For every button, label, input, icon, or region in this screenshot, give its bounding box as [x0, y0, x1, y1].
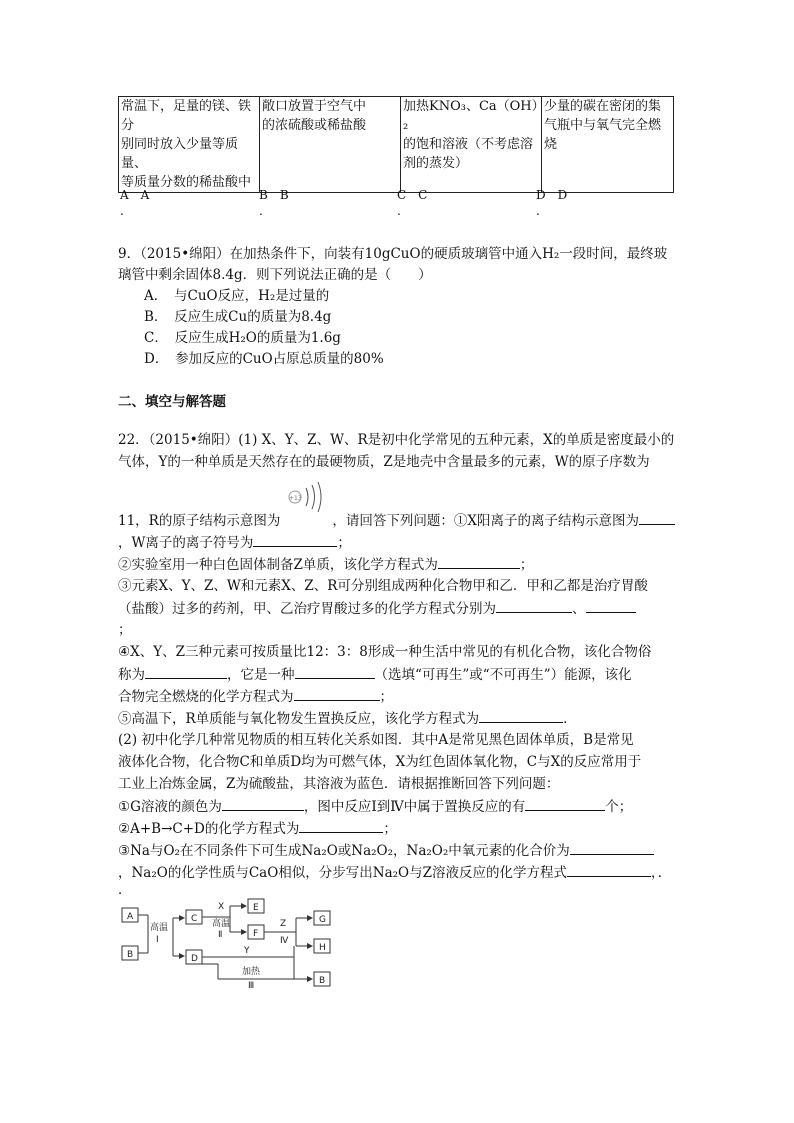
table-cell-c: 加热KNO₃、Ca（OH）₂ 的饱和溶液（不考虑溶 剂的蒸发）: [401, 97, 542, 193]
label-jiare: 加热: [242, 967, 261, 977]
q22-line: 11，R的原子结构示意图为 ，请回答下列问题：①X阳离子的离子结构示意图为: [118, 510, 675, 531]
table-cell-d: 少量的碳在密闭的集 气瓶中与氧气完全燃 烧: [542, 97, 674, 193]
answer-blank[interactable]: [294, 686, 380, 701]
box-b-result: B: [319, 976, 326, 986]
answer-blank[interactable]: [639, 510, 675, 525]
box-b: B: [127, 950, 134, 960]
options-table: [118, 96, 674, 193]
label-roman-1: Ⅰ: [156, 935, 159, 945]
answer-blank[interactable]: [253, 532, 337, 547]
conversion-flow-diagram: [118, 896, 358, 990]
q22-line: 22．（2015•绵阳）(1) X、Y、Z、W、R是初中化学常见的五种元素，X的单质是密度最小的: [118, 432, 675, 448]
q9-option-d[interactable]: D． 参加反应的CuO占原总质量的80%: [144, 351, 384, 367]
q9-stem-line1: 9．（2015•绵阳）在加热条件下，向装有10gCuO的硬质玻璃管中通入H₂一段时间，最终玻: [118, 246, 668, 262]
answer-blank[interactable]: [570, 840, 654, 855]
answer-blank[interactable]: [525, 796, 605, 811]
table-cell-a: 常温下，足量的镁、铁分 别同时放入少量等质量、 等质量分数的稀盐酸中: [119, 97, 260, 193]
answer-blank[interactable]: [586, 598, 636, 613]
q9-option-a[interactable]: A． 与CuO反应，H₂是过量的: [144, 288, 330, 304]
answer-blank[interactable]: [222, 796, 304, 811]
nucleus-label: +13: [289, 495, 302, 502]
label-gaowen-2: 高温: [212, 919, 231, 929]
choice-dot: .: [536, 204, 540, 218]
answer-blank[interactable]: [295, 664, 375, 679]
q22-line: 气体，Y的一种单质是天然存在的最硬物质，Z是地壳中含量最多的元素，W的原子序数为: [118, 454, 650, 470]
q22-line: ．: [118, 882, 132, 898]
table-cell-b: 敞口放置于空气中 的浓硫酸或稀盐酸: [260, 97, 401, 193]
answer-blank[interactable]: [438, 554, 520, 569]
box-a: A: [127, 912, 134, 922]
section-title: 二、填空与解答题: [118, 394, 226, 410]
q22-line: ⑤高温下，R单质能与氧化物发生置换反应，该化学方程式为 ．: [118, 708, 577, 729]
label-gaowen-1: 高温: [150, 923, 169, 933]
q22-line: ，Na₂O的化学性质与CaO相似，分步写出Na₂O与Z溶液反应的化学方程式 ，．: [118, 862, 671, 883]
label-roman-4: Ⅳ: [280, 936, 289, 946]
q22-line: 称为 ，它是一种 （选填“可再生”或“不可再生”）能源，该化: [118, 664, 632, 685]
q22-line: ④X、Y、Z三种元素可按质量比12：3：8形成一种生活中常见的有机化合物，该化合物俗: [118, 644, 652, 660]
q22-line: ；: [118, 622, 132, 638]
answer-blank[interactable]: [145, 664, 227, 679]
choice-d[interactable]: D D: [536, 188, 568, 202]
choice-dot: .: [397, 204, 401, 218]
q9-stem-line2: 璃管中剩余固体8.4g．则下列说法正确的是（ ）: [118, 267, 432, 283]
choice-a[interactable]: A A: [120, 188, 150, 202]
q22-line: 合物完全燃烧的化学方程式为 ；: [118, 686, 393, 707]
q22-line: 液体化合物，化合物C和单质D均为可燃气体，X为红色固体氧化物，C与X的反应常用于: [118, 754, 642, 770]
label-x: X: [218, 902, 225, 912]
label-z: Z: [280, 919, 287, 929]
q9-option-b[interactable]: B． 反应生成Cu的质量为8.4g: [144, 309, 332, 325]
answer-blank[interactable]: [567, 862, 651, 877]
q22-line: ，W离子的离子符号为 ；: [118, 532, 351, 553]
answer-blank[interactable]: [479, 708, 563, 723]
box-e: E: [253, 903, 259, 913]
choice-c[interactable]: C C: [397, 188, 428, 202]
box-g: G: [319, 915, 326, 925]
label-roman-3: Ⅲ: [248, 981, 255, 990]
box-d: D: [191, 954, 198, 964]
choice-dot: .: [120, 204, 124, 218]
q22-line: ③Na与O₂在不同条件下可生成Na₂O或Na₂O₂，Na₂O₂中氧元素的化合价为: [118, 840, 654, 861]
label-roman-2: Ⅱ: [218, 930, 223, 940]
box-f: F: [253, 929, 259, 939]
q22-line: ①G溶液的颜色为 ，图中反应Ⅰ到Ⅳ中属于置换反应的有 个；: [118, 796, 632, 817]
box-c: C: [191, 914, 198, 924]
q22-line: ③元素X、Y、Z、W和元素X、Z、R可分别组成两种化合物甲和乙．甲和乙都是治疗胃酸: [118, 578, 648, 594]
q22-line: （盐酸）过多的药剂，甲、乙治疗胃酸过多的化学方程式分别为 、: [118, 598, 636, 619]
q22-line: (2) 初中化学几种常见物质的相互转化关系如图．其中A是常见黑色固体单质，B是常见: [118, 732, 634, 748]
answer-blank[interactable]: [299, 818, 383, 833]
label-y: Y: [244, 946, 250, 956]
q22-line: ②A+B→C+D的化学方程式为 ；: [118, 818, 397, 839]
choice-dot: .: [259, 204, 263, 218]
box-h: H: [319, 943, 326, 953]
q22-line: 工业上冶炼金属，Z为硫酸盐，其溶液为蓝色．请根据推断回答下列问题：: [118, 776, 560, 792]
q22-line: ②实验室用一种白色固体制备Z单质，该化学方程式为 ；: [118, 554, 533, 575]
choice-b[interactable]: B B: [259, 188, 289, 202]
answer-blank[interactable]: [496, 598, 572, 613]
q9-option-c[interactable]: C． 反应生成H₂O的质量为1.6g: [144, 330, 341, 346]
